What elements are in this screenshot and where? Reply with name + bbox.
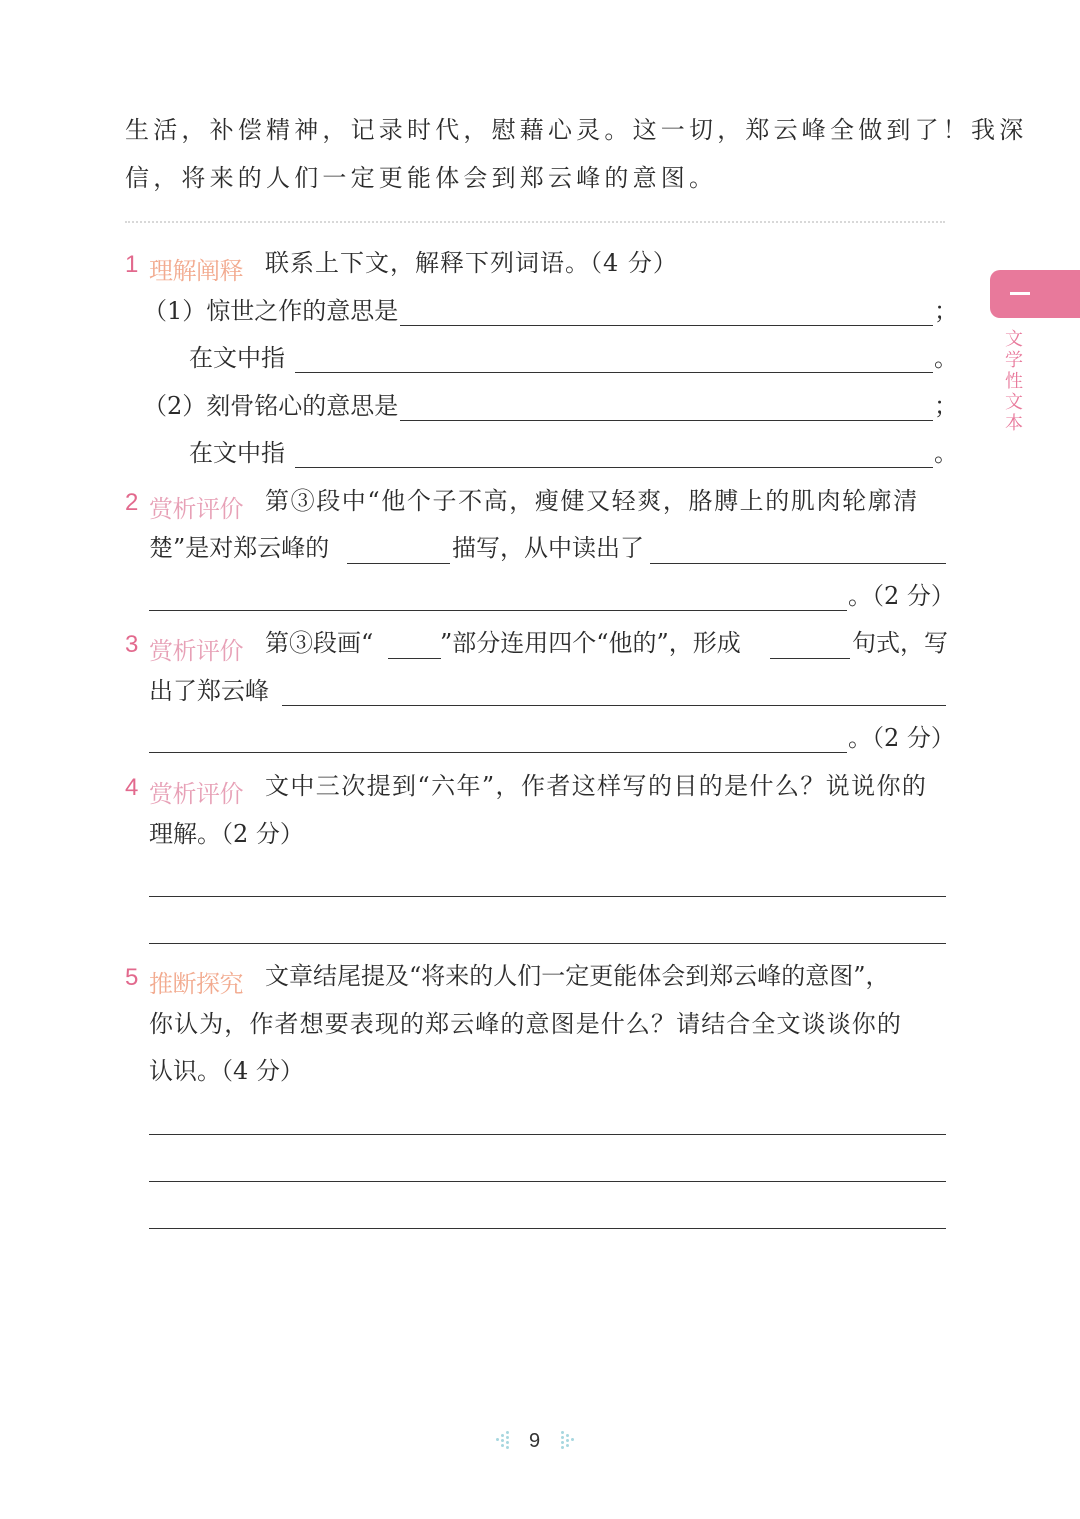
- section-label: 文 学 性 文 本: [1005, 329, 1023, 434]
- question-text: 认识。（4 分）: [149, 1057, 304, 1085]
- question-tag: 赏析评价: [149, 780, 243, 808]
- chapter-tab: [990, 270, 1080, 318]
- punctuation: 。: [934, 344, 958, 372]
- section-divider: [125, 221, 945, 223]
- answer-line[interactable]: [149, 1228, 946, 1229]
- question-tag: 理解阐释: [149, 257, 243, 285]
- question-tag: 赏析评价: [149, 637, 243, 665]
- question-text: 句式，写: [852, 629, 948, 657]
- answer-blank[interactable]: [770, 658, 850, 659]
- answer-blank[interactable]: [295, 372, 933, 373]
- question-tag: 赏析评价: [149, 495, 243, 523]
- page-ornament-right-icon: [560, 1431, 576, 1449]
- question-text: 描写，从中读出了: [452, 534, 644, 562]
- question-text: 文中三次提到“六年”，作者这样写的目的是什么？说说你的: [265, 772, 928, 800]
- chapter-tab-mark: [1010, 292, 1030, 295]
- question-text: 出了郑云峰: [149, 677, 269, 705]
- page-ornament-left-icon: [494, 1431, 510, 1449]
- answer-blank[interactable]: [149, 610, 847, 611]
- punctuation: ；: [934, 392, 958, 420]
- sub-question: （1）惊世之作的意思是: [143, 297, 399, 325]
- question-prompt: 联系上下文，解释下列词语。（4 分）: [265, 249, 678, 277]
- question-text: 文章结尾提及“将来的人们一定更能体会到郑云峰的意图”，: [265, 962, 890, 990]
- paragraph-line: 生活，补偿精神，记录时代，慰藉心灵。这一切，郑云峰全做到了！我深: [125, 116, 1028, 144]
- punctuation: ；: [934, 297, 958, 325]
- question-number: 1: [125, 251, 139, 278]
- page-number: 9: [529, 1430, 541, 1452]
- question-number: 5: [125, 964, 139, 991]
- answer-blank[interactable]: [400, 420, 933, 421]
- question-text: ”部分连用四个“他的”，形成: [440, 629, 741, 657]
- answer-line[interactable]: [149, 1181, 946, 1182]
- question-text: 楚”是对郑云峰的: [149, 534, 330, 562]
- answer-line[interactable]: [149, 1134, 946, 1135]
- question-number: 4: [125, 774, 139, 801]
- sub-question: （2）刻骨铭心的意思是: [143, 392, 399, 420]
- answer-line[interactable]: [149, 896, 946, 897]
- score-label: 。（2 分）: [848, 582, 955, 610]
- answer-blank[interactable]: [282, 705, 946, 706]
- question-text: 第③段画“: [265, 629, 374, 657]
- question-text: 你认为，作者想要表现的郑云峰的意图是什么？请结合全文谈谈你的: [149, 1010, 902, 1038]
- answer-blank[interactable]: [295, 467, 933, 468]
- question-number: 3: [125, 631, 139, 658]
- question-text: 第③段中“他个子不高，瘦健又轻爽，胳膊上的肌肉轮廓清: [265, 487, 919, 515]
- answer-blank[interactable]: [149, 752, 847, 753]
- question-number: 2: [125, 489, 139, 516]
- answer-blank[interactable]: [388, 658, 441, 659]
- punctuation: 。: [934, 439, 958, 467]
- sub-question: 在文中指: [189, 439, 285, 467]
- answer-blank[interactable]: [650, 563, 946, 564]
- answer-blank[interactable]: [347, 563, 450, 564]
- score-label: 。（2 分）: [848, 724, 955, 752]
- paragraph-line: 信，将来的人们一定更能体会到郑云峰的意图。: [125, 164, 718, 192]
- answer-blank[interactable]: [400, 325, 933, 326]
- question-tag: 推断探究: [149, 970, 243, 998]
- question-text: 理解。（2 分）: [149, 820, 304, 848]
- answer-line[interactable]: [149, 943, 946, 944]
- sub-question: 在文中指: [189, 344, 285, 372]
